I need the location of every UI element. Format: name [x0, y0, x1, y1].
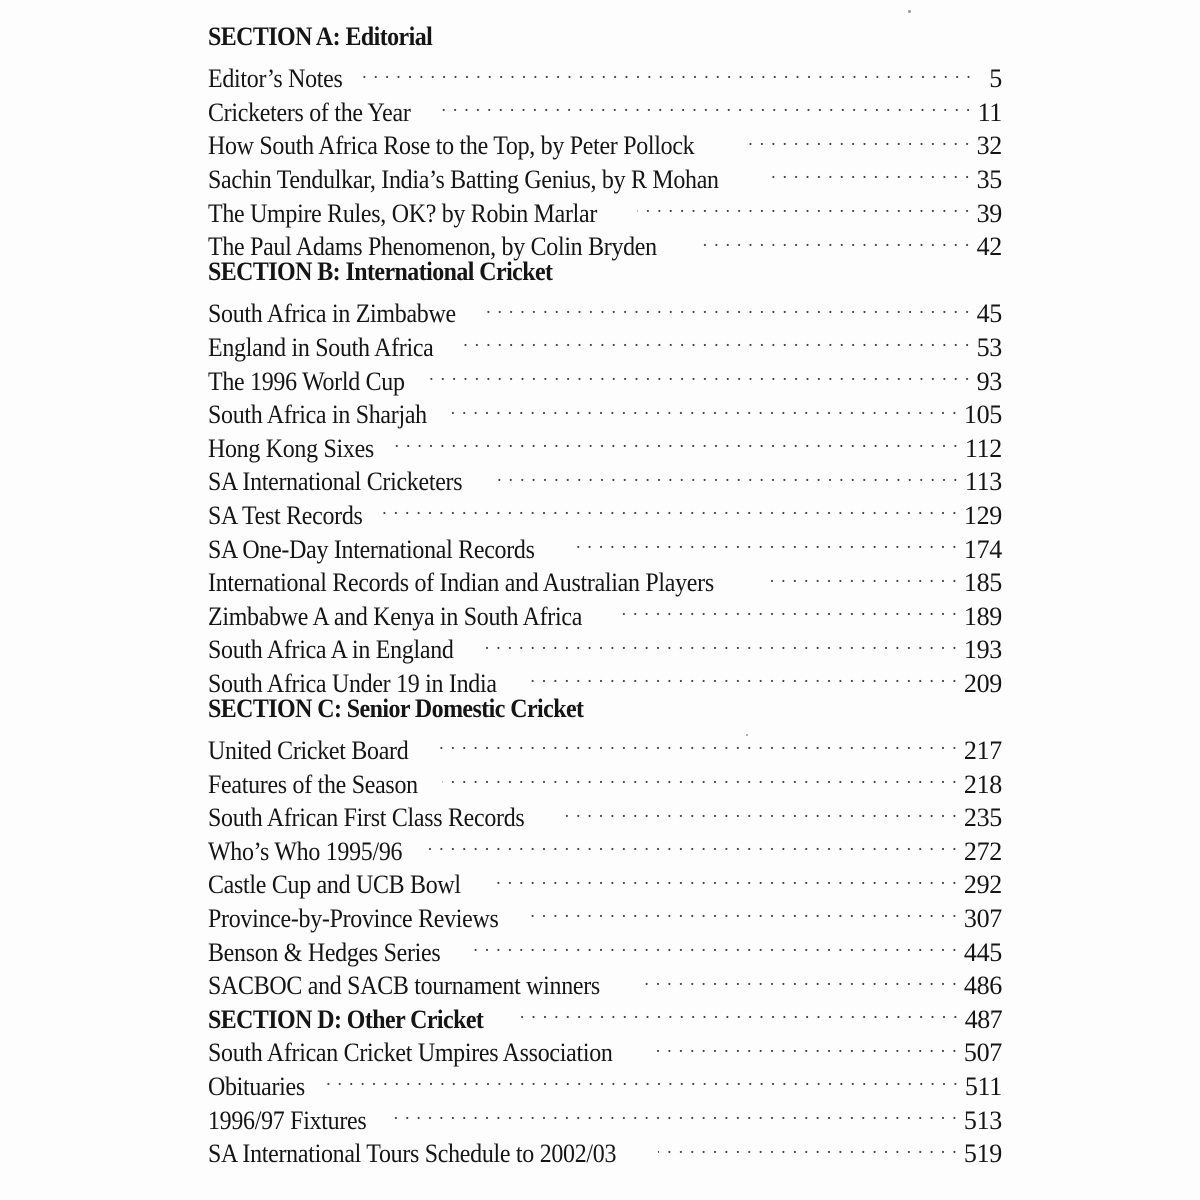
- entry-page-number: 45: [976, 299, 1002, 329]
- entry-page-number: 235: [963, 803, 1002, 833]
- dot-leader: [382, 490, 958, 524]
- dot-leader: [490, 457, 958, 491]
- entry-page-number: 42: [976, 232, 1002, 262]
- dot-leader: [764, 558, 958, 592]
- entry-page-number: 112: [964, 433, 1002, 463]
- entry-page-number: 113: [964, 467, 1002, 497]
- entry-title: South Africa Under 19 in India: [208, 668, 497, 698]
- entry-page-number: 307: [963, 904, 1002, 934]
- dot-leader: [442, 759, 958, 793]
- entry-title: The 1996 World Cup: [208, 366, 405, 396]
- entry-page-number: 511: [964, 1072, 1002, 1101]
- entry-title: SA International Tours Schedule to 2002/03: [208, 1139, 617, 1169]
- entry-page-number: 218: [963, 769, 1002, 799]
- entry-page-number: 292: [963, 870, 1002, 900]
- entry-page-number: 174: [963, 534, 1002, 564]
- entry-page-number: 32: [976, 131, 1002, 161]
- entry-page-number: 217: [963, 736, 1002, 766]
- entry-title: Features of the Season: [208, 769, 418, 799]
- entry-page-number: 39: [976, 198, 1002, 228]
- dot-leader: [558, 793, 958, 827]
- entry-title: The Umpire Rules, OK? by Robin Marlar: [208, 198, 598, 228]
- entry-title: South Africa in Sharjah: [208, 400, 427, 430]
- entry-title: Who’s Who 1995/96: [208, 836, 403, 866]
- entry-page-number: 11: [977, 97, 1002, 127]
- entry-page-number: 272: [963, 836, 1002, 866]
- entry-title: Zimbabwe A and Kenya in South Africa: [208, 601, 583, 631]
- entry-title: South African Cricket Umpires Association: [208, 1038, 613, 1068]
- dot-leader: [702, 222, 971, 256]
- dot-leader: [569, 524, 958, 558]
- dot-leader: [386, 1095, 958, 1129]
- entry-page-number: 486: [963, 971, 1002, 1001]
- toc-entry: [208, 1061, 1002, 1101]
- entry-title: Castle Cup and UCB Bowl: [208, 870, 461, 900]
- toc-entry: [208, 1095, 1002, 1135]
- dot-leader: [654, 1028, 958, 1062]
- dot-leader: [432, 725, 958, 759]
- dot-leader: [637, 188, 971, 222]
- entry-title: Cricketers of the Year: [208, 97, 411, 127]
- entry-title: England in South Africa: [208, 332, 434, 362]
- dot-leader: [640, 961, 958, 995]
- section-title: SECTION A: Editorial: [208, 22, 433, 51]
- entry-page-number: 209: [963, 668, 1002, 698]
- dot-leader: [467, 927, 958, 961]
- entry-title: South Africa in Zimbabwe: [208, 299, 456, 329]
- entry-title: Hong Kong Sixes: [208, 433, 374, 463]
- section-page-number: 487: [964, 1004, 1002, 1034]
- entry-title: The Paul Adams Phenomenon, by Colin Bryden: [208, 232, 657, 262]
- dot-leader: [360, 54, 972, 88]
- section-title: SECTION C: Senior Domestic Cricket: [208, 693, 584, 723]
- entry-title: 1996/97 Fixtures: [208, 1105, 367, 1135]
- entry-page-number: 513: [963, 1105, 1002, 1135]
- dot-leader: [530, 893, 958, 927]
- section-heading-a: [208, 20, 1002, 54]
- toc-entry: [208, 725, 1002, 766]
- entry-title: United Cricket Board: [208, 736, 409, 766]
- dot-leader: [769, 154, 970, 188]
- scan-speck: [908, 10, 911, 13]
- dot-leader: [489, 860, 958, 894]
- entry-title: SA One-Day International Records: [208, 534, 535, 564]
- entry-page-number: 5: [989, 64, 1002, 94]
- toc-entry: [208, 54, 1002, 94]
- toc-entry: [208, 289, 1002, 329]
- dot-leader: [452, 390, 958, 424]
- entry-page-number: 193: [963, 635, 1002, 665]
- entry-title: South Africa A in England: [208, 635, 454, 665]
- dot-leader: [394, 423, 958, 457]
- dot-leader: [513, 994, 959, 1028]
- entry-title: Obituaries: [208, 1072, 305, 1101]
- entry-title: How South Africa Rose to the Top, by Peter Pollock: [208, 131, 695, 161]
- dot-leader: [528, 658, 958, 692]
- section-heading-c: [208, 692, 1002, 726]
- entry-page-number: 445: [963, 937, 1002, 967]
- entry-page-number: 93: [976, 366, 1002, 396]
- entry-title: Province-by-Province Reviews: [208, 904, 499, 934]
- entry-page-number: 53: [976, 332, 1002, 362]
- dot-leader: [319, 1061, 959, 1095]
- entry-page-number: 507: [963, 1038, 1002, 1068]
- entry-title: Benson & Hedges Series: [208, 937, 441, 967]
- entry-title: SA International Cricketers: [208, 467, 463, 497]
- dot-leader: [743, 121, 971, 155]
- entry-title: SA Test Records: [208, 500, 363, 530]
- dot-leader: [459, 322, 970, 356]
- entry-page-number: 185: [963, 568, 1002, 598]
- dot-leader: [428, 356, 971, 390]
- entry-title: Editor’s Notes: [208, 64, 343, 94]
- entry-title: SACBOC and SACB tournament winners: [208, 971, 600, 1001]
- table-of-contents: [208, 20, 1002, 1169]
- dot-leader: [425, 826, 958, 860]
- entry-page-number: 105: [963, 400, 1002, 430]
- entry-page-number: 189: [963, 601, 1002, 631]
- dot-leader: [658, 1129, 958, 1163]
- dot-leader: [434, 87, 971, 121]
- dot-leader: [483, 289, 970, 323]
- dot-leader: [621, 591, 958, 625]
- section-title: SECTION D: Other Cricket: [208, 1004, 484, 1034]
- entry-title: South African First Class Records: [208, 803, 525, 833]
- dot-leader: [481, 625, 958, 659]
- entry-page-number: 35: [976, 164, 1002, 194]
- entry-page-number: 129: [963, 500, 1002, 530]
- entry-page-number: 519: [963, 1139, 1002, 1169]
- section-title: SECTION B: International Cricket: [208, 257, 553, 287]
- entry-title: International Records of Indian and Australian Players: [208, 568, 714, 598]
- entry-title: Sachin Tendulkar, India’s Batting Genius, by R Mohan: [208, 164, 719, 194]
